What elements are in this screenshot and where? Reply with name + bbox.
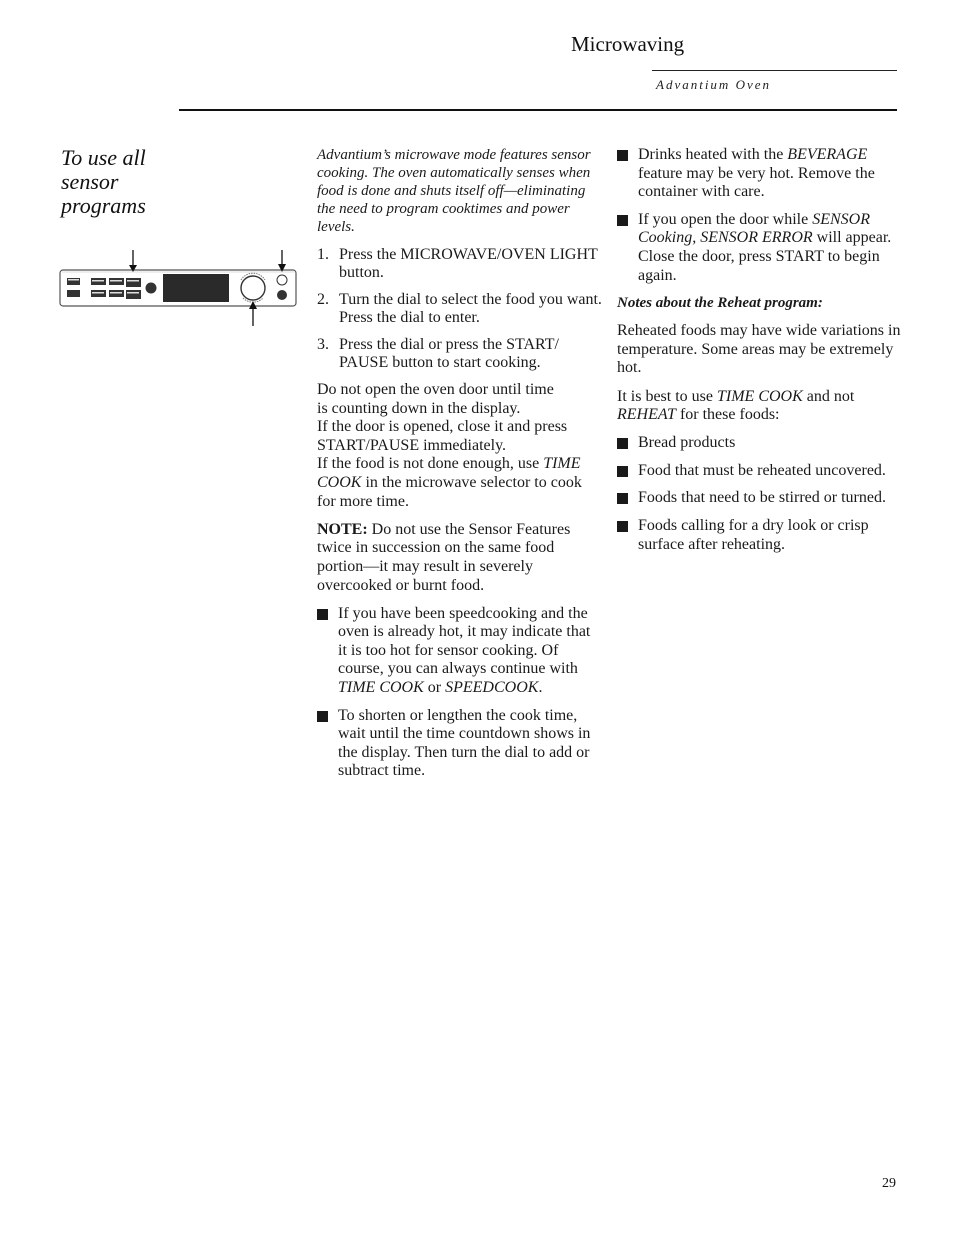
paragraph-text: It is best to use (617, 387, 717, 405)
header-rule-short (652, 70, 897, 71)
list-item (617, 517, 902, 554)
panel-button-2 (67, 290, 80, 297)
bullet-square-icon (617, 521, 628, 532)
bullet-emphasis: TIME COOK (338, 678, 424, 696)
bullet-cook-time (317, 707, 602, 781)
page-number: 29 (882, 1176, 896, 1191)
bullet-square-icon (617, 215, 628, 226)
door-line-a: Do not open the oven door until time (317, 381, 554, 399)
bullet-text: If you have been speedcooking and the oven is already hot, it may indicate that it is too hot for sensor cooking. Of course, you can always continue with (338, 604, 591, 678)
bullet-text: . (538, 678, 543, 696)
panel-dial (241, 276, 265, 300)
best-use-paragraph (617, 388, 902, 425)
bullet-text: will appear. Close the door, press START to begin again. (638, 229, 892, 284)
bullet-square-icon (617, 438, 628, 449)
list-item (617, 489, 902, 508)
panel-button-microwave (126, 278, 141, 287)
step-text: Press the dial or press the START/ PAUSE button to start cooking. (339, 335, 559, 372)
door-line-b: is counting down in the display. (317, 399, 521, 417)
paragraph-text: for these foods: (675, 406, 780, 424)
step-number: 1. (317, 245, 329, 263)
step-1 (317, 246, 602, 283)
step-3 (317, 336, 602, 373)
bullet-square-icon (617, 466, 628, 477)
paragraph-emphasis: REHEAT (617, 406, 676, 424)
bullet-text: Drinks heated with the (638, 146, 788, 163)
bullet-emphasis: SPEEDCOOK (445, 678, 539, 696)
header-title: Microwaving (571, 32, 685, 56)
bullet-text: If you open the door while (638, 210, 813, 228)
note-label: NOTE: (317, 520, 368, 538)
bullet-square-icon (317, 609, 328, 620)
panel-display (163, 274, 229, 302)
list-item-text: Foods calling for a dry look or crisp surface after reheating. (638, 517, 869, 553)
bullet-square-icon (317, 711, 328, 722)
bullet-beverage (617, 146, 902, 202)
time-cook-emphasis: TIME COOK (317, 455, 581, 492)
column-right (617, 146, 902, 563)
bullet-text: or (423, 678, 446, 696)
reheat-paragraph: Reheated foods may have wide variations in temperature. Some areas may be extremely hot. (617, 322, 901, 377)
bullet-sensor-error (617, 211, 902, 285)
bullet-emphasis: SENSOR Cooking, SENSOR ERROR (638, 210, 870, 247)
list-item (617, 462, 902, 481)
step-number: 3. (317, 335, 329, 353)
paragraph-text: and not (802, 387, 855, 405)
list-item-text: Foods that need to be stirred or turned. (638, 489, 886, 507)
bullet-speedcooking (317, 605, 602, 698)
door-line-d-pre: If the food is not done enough, use (317, 455, 544, 473)
step-text: Press the MICROWAVE/OVEN LIGHT button. (339, 245, 598, 282)
bullet-square-icon (617, 493, 628, 504)
list-item-text: Bread products (638, 434, 736, 452)
list-item-text: Food that must be reheated uncovered. (638, 461, 886, 479)
panel-button-7 (126, 290, 141, 299)
step-text: Turn the dial to select the food you want. Press the dial to enter. (339, 290, 602, 327)
notes-heading: Notes about the Reheat program: (617, 295, 823, 312)
bullet-emphasis: BEVERAGE (787, 146, 868, 163)
intro-paragraph: Advantium’s microwave mode features sensor cooking. The oven automatically senses when food is done and shuts itself off—eliminating the need to program cooktimes and power levels. (317, 147, 591, 235)
paragraph-emphasis: TIME COOK (717, 387, 803, 405)
control-panel-illustration (58, 248, 298, 328)
section-title: To use all sensor programs (61, 145, 146, 218)
door-line-c: If the door is opened, close it and press START/PAUSE immediately. (317, 418, 568, 454)
column-left (317, 146, 602, 790)
panel-stop-button (277, 290, 287, 300)
note-paragraph (317, 521, 602, 595)
step-number: 2. (317, 290, 329, 308)
step-2 (317, 291, 602, 328)
control-panel-svg (58, 248, 298, 328)
panel-round-button (146, 283, 157, 294)
bullet-text: To shorten or lengthen the cook time, wait until the time countdown shows in the display. Then turn the dial to add or subtract time. (338, 706, 591, 780)
panel-start-button (277, 275, 287, 285)
bullet-text: feature may be very hot. Remove the container with care. (638, 164, 875, 201)
note-text: Do not use the Sensor Features twice in succession on the same food portion—it may result in severely overcooked or burnt food. (317, 520, 571, 594)
header-subtitle: Advantium Oven (656, 77, 772, 92)
door-line-d-post: in the microwave selector to cook for more time. (317, 474, 582, 510)
list-item (617, 434, 902, 453)
header-rule-long (179, 109, 897, 111)
bullet-square-icon (617, 150, 628, 161)
door-paragraph (317, 381, 602, 511)
